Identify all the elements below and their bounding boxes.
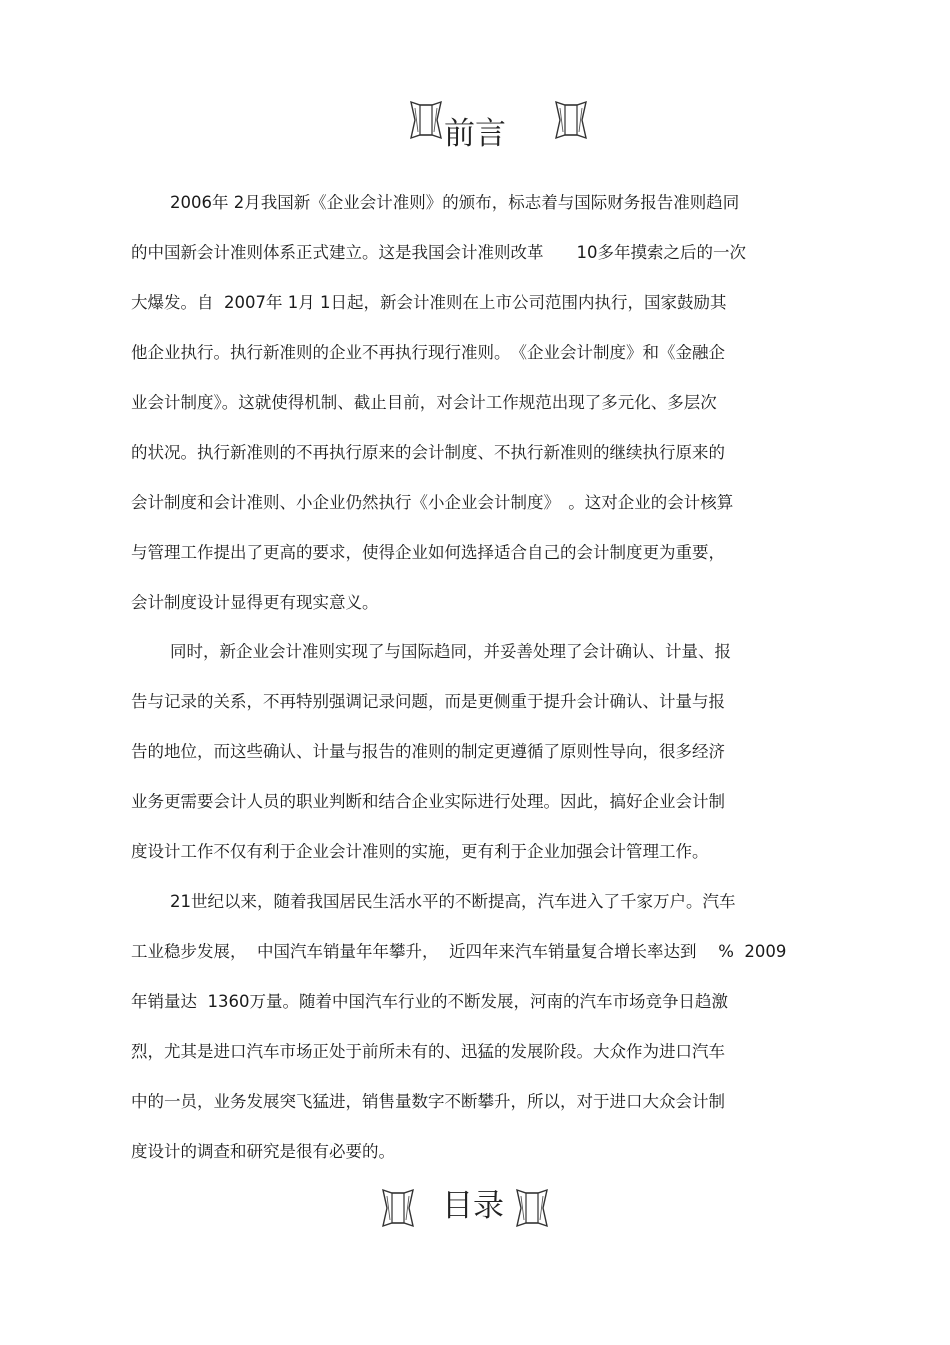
right-ornament-icon: [514, 1186, 550, 1230]
text-line: 中的一员，业务发展突飞猛进，销售量数字不断攀升，所以，对于进口大众会计制: [131, 1092, 725, 1111]
text-line: 业务更需要会计人员的职业判断和结合企业实际进行处理。因此，搞好企业会计制: [131, 792, 725, 811]
text-line: 会计制度设计显得更有现实意义。: [131, 593, 379, 612]
preface-title: 前言: [444, 116, 506, 152]
text-line: 的中国新会计准则体系正式建立。这是我国会计准则改革 10多年摸索之后的一次: [131, 243, 746, 262]
right-ornament-icon: [553, 98, 589, 142]
text-line: 业会计制度》。这就使得机制、截止目前，对会计工作规范出现了多元化、多层次: [131, 393, 717, 412]
text-line: 烈，尤其是进口汽车市场正处于前所未有的、迅猛的发展阶段。大众作为进口汽车: [131, 1042, 725, 1061]
text-line: 同时，新企业会计准则实现了与国际趋同，并妥善处理了会计确认、计量、报: [170, 642, 731, 661]
text-line: 年销量达 1360万量。随着中国汽车行业的不断发展，河南的汽车市场竞争日趋激: [131, 992, 728, 1011]
text-line: 他企业执行。执行新准则的企业不再执行现行准则。 《企业会计制度》和《金融企: [131, 343, 725, 362]
text-line: 工业稳步发展， 中国汽车销量年年攀升， 近四年来汽车销量复合增长率达到 % 2009: [131, 942, 787, 961]
text-line: 大爆发。自 2007年 1月 1日起，新会计准则在上市公司范围内执行，国家鼓励其: [131, 293, 727, 312]
text-line: 21世纪以来，随着我国居民生活水平的不断提高，汽车进入了千家万户。汽车: [170, 892, 736, 911]
toc-heading: [0, 1180, 950, 1240]
text-line: 告与记录的关系，不再特别强调记录问题，而是更侧重于提升会计确认、计量与报: [131, 692, 725, 711]
preface-heading: [0, 96, 950, 156]
text-line: 会计制度和会计准则、小企业仍然执行《小企业会计制度》 。这对企业的会计核算: [131, 493, 734, 512]
toc-title: 目录: [442, 1188, 504, 1224]
left-ornament-icon: [408, 98, 444, 142]
text-line: 与管理工作提出了更高的要求，使得企业如何选择适合自己的会计制度更为重要，: [131, 543, 725, 562]
left-ornament-icon: [380, 1186, 416, 1230]
text-line: 2006年 2月我国新《企业会计准则》的颁布，标志着与国际财务报告准则趋同: [170, 193, 740, 212]
text-line: 度设计的调查和研究是很有必要的。: [131, 1142, 395, 1161]
text-line: 的状况。执行新准则的不再执行原来的会计制度、不执行新准则的继续执行原来的: [131, 443, 725, 462]
text-line: 告的地位，而这些确认、计量与报告的准则的制定更遵循了原则性导向，很多经济: [131, 742, 725, 761]
text-line: 度设计工作不仅有利于企业会计准则的实施，更有利于企业加强会计管理工作。: [131, 842, 709, 861]
